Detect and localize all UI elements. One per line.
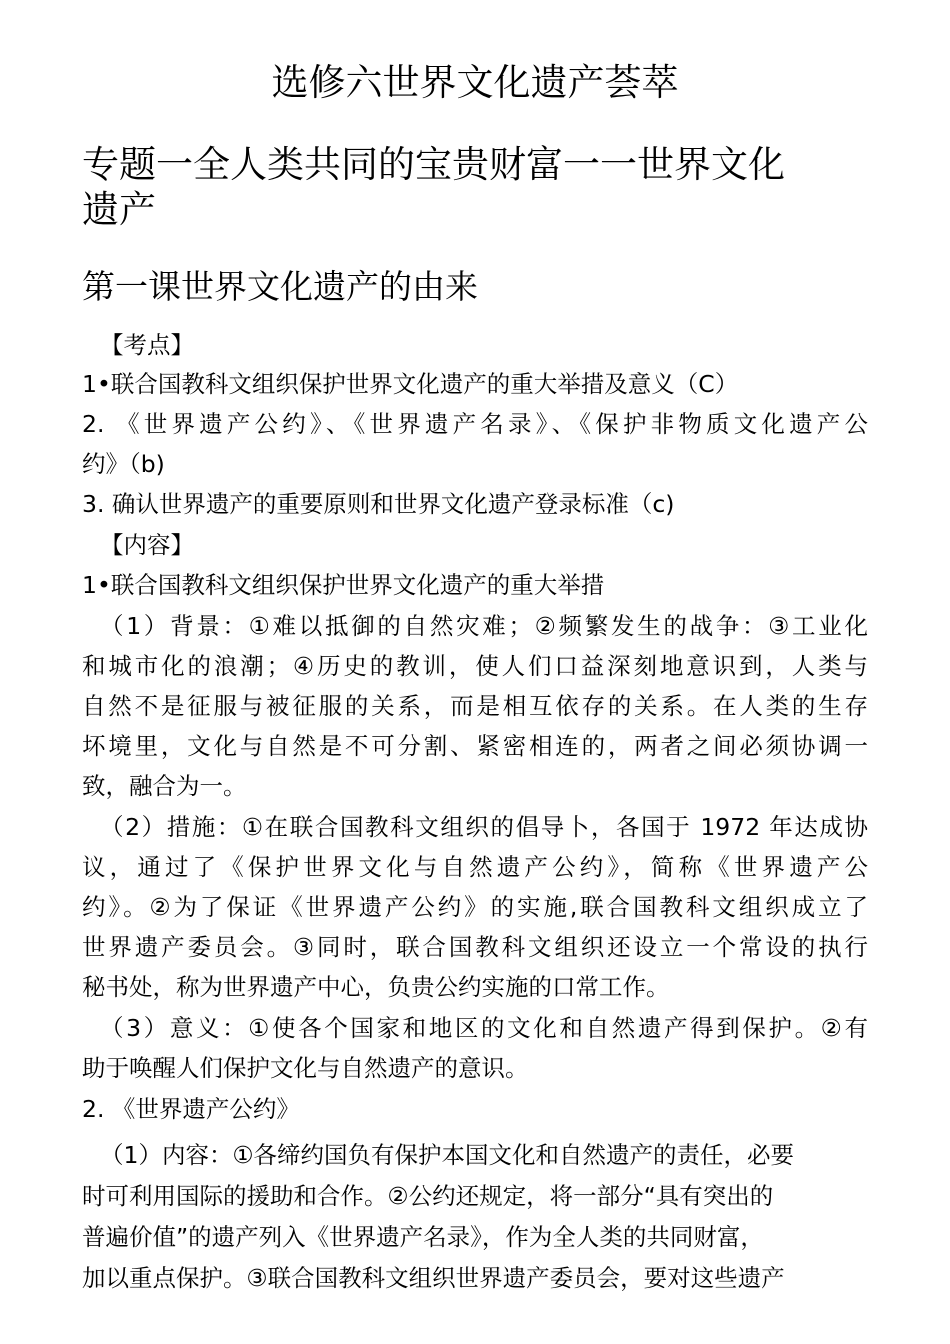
topic-heading-line-1: 专题一全人类共同的宝贵财富一一世界文化 <box>82 143 785 186</box>
body-line: 约》（b) <box>82 450 165 478</box>
body-line: 助于唤醒人们保护文化与自然遗产的意识。 <box>82 1054 529 1082</box>
lesson-heading: 第一课世界文化遗产的由来 <box>82 267 478 306</box>
body-line: 1•联合国教科文组织保护世界文化遗产的重大举措 <box>82 571 605 599</box>
body-line: （1）背景：①难以抵御的自然灾难；②频繁发生的战争：③工业化 <box>100 612 868 640</box>
topic-heading-line-2: 遗产 <box>82 188 156 231</box>
body-line: 2. 《世界遗产公约》、《世界遗产名录》、《保护非物质文化遗产公 <box>82 410 868 438</box>
body-line: 1•联合国教科文组织保护世界文化遗产的重大举措及意义（C） <box>82 370 739 398</box>
section-label-neirong: 【内容】 <box>100 531 194 559</box>
body-line: 致，融合为一。 <box>82 772 247 800</box>
body-line: 议，通过了《保护世界文化与自然遗产公约》，简称《世界遗产公 <box>82 853 868 881</box>
body-line: 时可利用国际的援助和合作。②公约还规定，将一部分“具有突出的 <box>82 1182 774 1210</box>
body-line: 加以重点保护。③联合国教科文组织世界遗产委员会，要对这些遗产 <box>82 1264 785 1292</box>
body-line: 自然不是征服与被征服的关系，而是相互依存的关系。在人类的生存 <box>82 692 868 720</box>
body-line: （3）意义：①使各个国家和地区的文化和自然遗产得到保护。②有 <box>100 1014 868 1042</box>
body-line: （1）内容：①各缔约国负有保护本国文化和自然遗产的责任，必要 <box>100 1141 795 1169</box>
body-line: 坏境里，文化与自然是不可分割、紧密相连的，两者之间必须协调一 <box>82 732 868 760</box>
body-line: 和城市化的浪潮；④历史的教训，使人们口益深刻地意识到，人类与 <box>82 652 868 680</box>
section-label-kaodian: 【考点】 <box>100 331 194 359</box>
body-line: 世界遗产委员会。③同时，联合国教科文组织还设立一个常设的执行 <box>82 933 868 961</box>
document-title: 选修六世界文化遗产荟萃 <box>271 61 679 104</box>
body-line: 秘书处，称为世界遗产中心，负贵公约实施的口常工作。 <box>82 973 670 1001</box>
body-line: 约》。②为了保证《世界遗产公约》的实施,联合国教科文组织成立了 <box>82 893 868 921</box>
body-line: 2. 《世界遗产公约》 <box>82 1095 300 1123</box>
body-line: （2）措施：①在联合国教科文组织的倡导卜，各国于 1972 年达成协 <box>100 813 868 841</box>
body-line: 普遍价值”的遗产列入《世界遗产名录》，作为全人类的共同财富， <box>82 1223 764 1251</box>
body-line: 3. 确认世界遗产的重要原则和世界文化遗产登录标准（c) <box>82 490 675 518</box>
